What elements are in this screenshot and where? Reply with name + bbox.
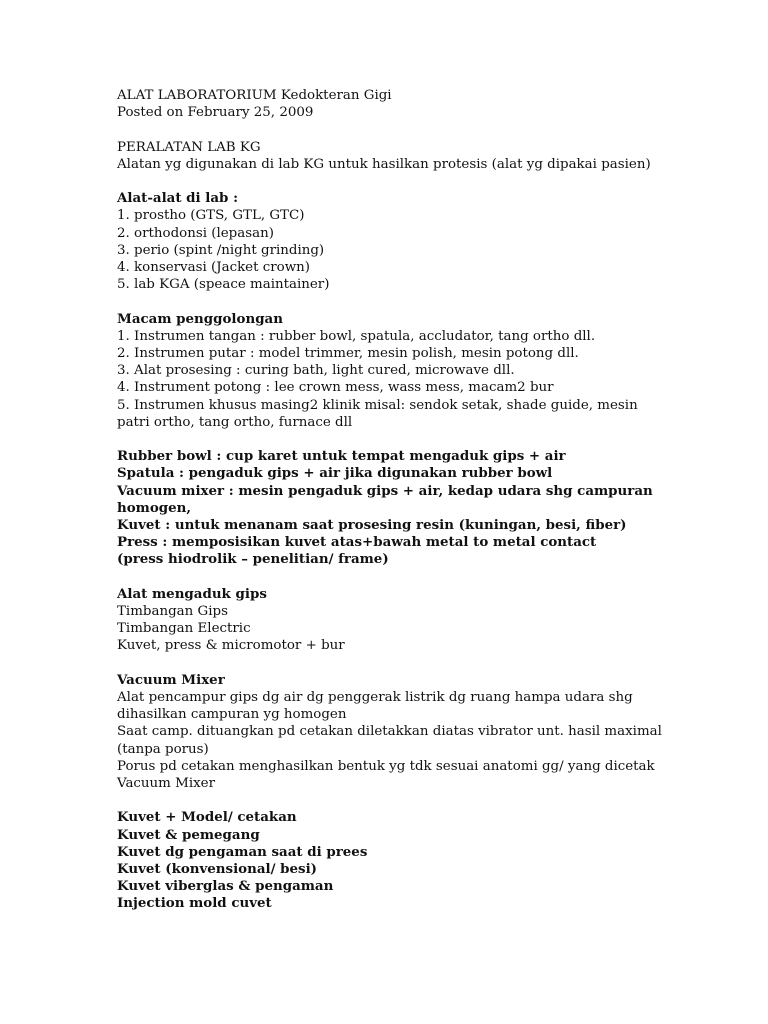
section-heading-peralatan: PERALATAN LAB KG — [117, 139, 261, 155]
list-item: 3. Alat prosesing : curing bath, light cured, microwave dll. — [117, 363, 515, 379]
list-item: 1. prostho (GTS, GTL, GTC) — [117, 208, 305, 224]
document-title: ALAT LABORATORIUM Kedokteran Gigi — [117, 88, 392, 103]
list-item: 2. orthodonsi (lepasan) — [117, 225, 274, 241]
posted-date: Posted on February 25, 2009 — [117, 105, 314, 121]
list-item: 3. perio (spint /night grinding) — [117, 242, 325, 258]
list-item: Kuvet dg pengaman saat di prees — [117, 843, 368, 860]
paragraph-line: Saat camp. dituangkan pd cetakan diletakkan diatas vibrator unt. hasil maximal — [117, 724, 662, 740]
definition-line: Rubber bowl : cup karet untuk tempat mengaduk gips + air — [117, 448, 566, 465]
list-item: 5. lab KGA (speace maintainer) — [117, 277, 330, 293]
list-item: Kuvet & pemegang — [117, 826, 260, 843]
paragraph-line: Vacuum Mixer — [117, 776, 215, 792]
paragraph-line: Porus pd cetakan menghasilkan bentuk yg tdk sesuai anatomi gg/ yang dicetak — [117, 758, 655, 774]
list-item: 4. Instrument potong : lee crown mess, wass mess, macam2 bur — [117, 380, 554, 396]
definition-line: Vacuum mixer : mesin pengaduk gips + air, kedap udara shg campuran — [117, 482, 653, 499]
section-heading-vacuum: Vacuum Mixer — [117, 671, 225, 688]
definition-line: Press : memposisikan kuvet atas+bawah metal to metal contact — [117, 534, 597, 551]
paragraph-line: (tanpa porus) — [117, 741, 209, 757]
spacer — [117, 792, 737, 809]
list-item: Timbangan Electric — [117, 621, 251, 637]
spacer — [117, 293, 737, 310]
list-item: 5. Instrumen khusus masing2 klinik misal: sendok setak, shade guide, mesin — [117, 397, 638, 413]
section-heading-mengaduk: Alat mengaduk gips — [117, 585, 267, 602]
list-item: Kuvet viberglas & pengaman — [117, 878, 334, 895]
document-body — [117, 87, 737, 913]
definition-line: (press hiodrolik – penelitian/ frame) — [117, 551, 389, 568]
list-item: patri ortho, tang ortho, furnace dll — [117, 414, 353, 430]
list-item: 2. Instrumen putar : model trimmer, mesin polish, mesin potong dll. — [117, 346, 579, 361]
spacer — [117, 431, 737, 448]
intro-text: Alatan yg digunakan di lab KG untuk hasilkan protesis (alat yg dipakai pasien) — [117, 156, 651, 172]
paragraph-line: dihasilkan campuran yg homogen — [117, 707, 347, 723]
spacer — [117, 569, 737, 586]
list-item: Timbangan Gips — [117, 604, 228, 620]
spacer — [117, 655, 737, 672]
spacer — [117, 121, 737, 138]
list-item: Injection mold cuvet — [117, 895, 272, 912]
list-item: 4. konservasi (Jacket crown) — [117, 260, 311, 275]
definition-line: Spatula : pengaduk gips + air jika digunakan rubber bowl — [117, 465, 553, 482]
section-heading-macam: Macam penggolongan — [117, 310, 283, 327]
list-item: 1. Instrumen tangan : rubber bowl, spatula, accludator, tang ortho dll. — [117, 328, 596, 344]
section-heading-alat-lab: Alat-alat di lab : — [117, 190, 239, 207]
spacer — [117, 173, 737, 190]
list-item: Kuvet + Model/ cetakan — [117, 809, 297, 826]
list-item: Kuvet (konvensional/ besi) — [117, 861, 317, 878]
list-item: Kuvet, press & micromotor + bur — [117, 638, 345, 654]
paragraph-line: Alat pencampur gips dg air dg penggerak listrik dg ruang hampa udara shg — [117, 690, 633, 706]
definition-line: Kuvet : untuk menanam saat prosesing resin (kuningan, besi, fiber) — [117, 517, 627, 534]
definition-line: homogen, — [117, 499, 192, 516]
